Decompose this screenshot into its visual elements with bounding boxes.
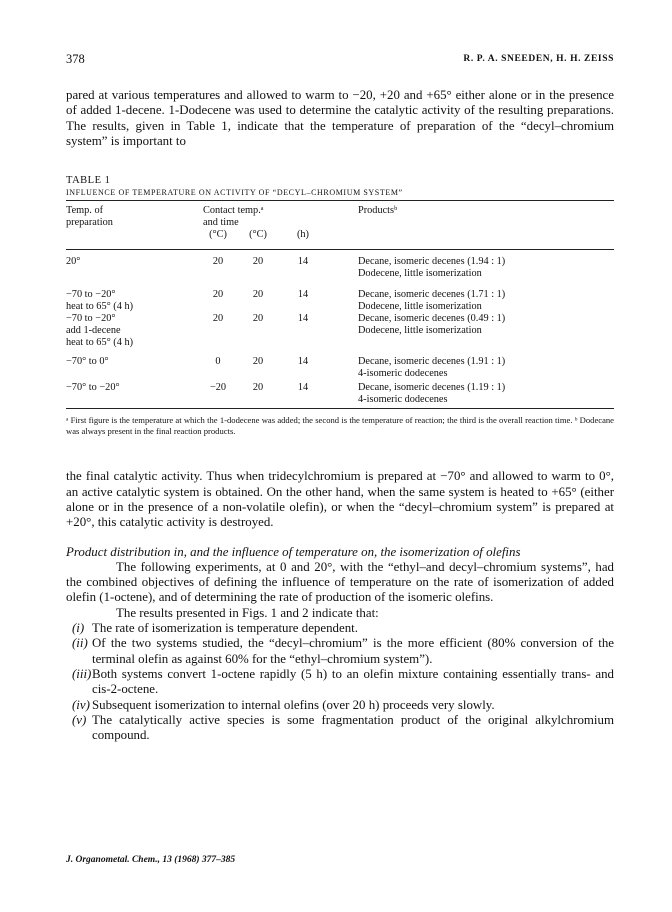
- table-row: [66, 382, 614, 406]
- product-line: 4-isomeric dodecenes: [358, 394, 448, 406]
- list-item-number: (iii): [72, 666, 92, 681]
- paragraph-3: The following experiments, at 0 and 20°, with the “ethyl–and decyl–chromium systems”, had the combined objectives of defining the influence of temperature on the rate of isomerization of added olefin (1-octene), and of determining the rate of production of the isomeric olefins.: [66, 559, 614, 605]
- table-caption: INFLUENCE OF TEMPERATURE ON ACTIVITY OF “DECYL–CHROMIUM SYSTEM”: [66, 188, 403, 198]
- header-unit-1: (°C): [209, 229, 227, 241]
- preparation-line: −70° to −20°: [66, 381, 120, 393]
- table-row: [66, 289, 614, 313]
- cell-preparation: [66, 256, 196, 268]
- cell-products: [358, 256, 614, 280]
- list-item-number: (ii): [72, 636, 88, 651]
- cell-reaction-temp: 20: [252, 256, 264, 268]
- list-item: [66, 667, 614, 698]
- table-bottom-rule: [66, 408, 614, 409]
- product-line: Decane, isomeric decenes (1.19 : 1): [358, 381, 506, 393]
- preparation-line: −70 to −20°: [66, 312, 116, 324]
- paragraph-2: the final catalytic activity. Thus when tridecylchromium is prepared at −70° and allowed to warm to 0°, an active catalytic system is obtained. On the other hand, when the same system is heated to +65° (either alone or in the presence of a non-volatile olefin), or when the “decyl–chromium system” is prepared at +20°, this catalytic activity is destroyed.: [66, 469, 614, 530]
- list-item-text: Of the two systems studied, the “decyl–chromium” is the more efficient (80% conversion of the terminal olefin as against 60% for the “ethyl–chromium system”).: [92, 636, 614, 666]
- findings-list: [66, 621, 614, 743]
- cell-products: [358, 356, 614, 380]
- cell-reaction-temp: 20: [252, 381, 264, 393]
- cell-contact-temp: −20: [209, 381, 227, 393]
- cell-contact-temp: 20: [212, 288, 224, 300]
- cell-preparation: [66, 382, 196, 394]
- list-item-text: Subsequent isomerization to internal olefins (over 20 h) proceeds very slowly.: [92, 697, 495, 712]
- list-item-text: The rate of isomerization is temperature dependent.: [92, 621, 358, 636]
- cell-preparation: [66, 289, 196, 313]
- preparation-line: −70 to −20°: [66, 288, 116, 300]
- list-item-number: (v): [72, 712, 87, 727]
- table-body: [66, 256, 614, 406]
- cell-time: 14: [297, 381, 309, 393]
- header-products: Productsᵇ: [358, 205, 398, 217]
- product-line: Dodecene, little isomerization: [358, 325, 482, 337]
- table-footnote: ᵃ First figure is the temperature at which the 1-dodecene was added; the second is the temperature of reaction; the third is the overall reaction time. ᵇ Dodecane was always present in the final reaction products.: [66, 415, 614, 437]
- table-header-rule: [66, 249, 614, 250]
- cell-reaction-temp: 20: [252, 312, 264, 324]
- table-label: TABLE 1: [66, 175, 111, 187]
- header-contact-line1: Contact temp.ᵃ: [203, 205, 264, 217]
- cell-preparation: [66, 356, 196, 368]
- product-line: Dodecene, little isomerization: [358, 268, 482, 280]
- product-line: Decane, isomeric decenes (1.71 : 1): [358, 288, 506, 300]
- preparation-line: add 1-decene: [66, 325, 121, 337]
- list-item-text: The catalytically active species is some fragmentation product of the original alkylchromium compound.: [92, 712, 614, 743]
- cell-reaction-temp: 20: [252, 288, 264, 300]
- list-item-number: (i): [72, 621, 85, 636]
- data-table: [66, 201, 614, 409]
- cell-contact-temp: 20: [212, 312, 224, 324]
- cell-time: 14: [297, 256, 309, 268]
- cell-contact-temp: 20: [212, 256, 224, 268]
- cell-time: 14: [297, 355, 309, 367]
- cell-products: [358, 313, 614, 337]
- cell-products: [358, 289, 614, 313]
- table-row: [66, 313, 614, 356]
- intro-paragraph: pared at various temperatures and allowed to warm to −20, +20 and +65° either alone or in the presence of added 1-decene. 1-Dodecene was used to determine the catalytic activity of the resulting preparations. The results, given in Table 1, indicate that the temperature of preparation of the “decyl–chromium system” is important to: [66, 88, 614, 148]
- running-head: R. P. A. SNEEDEN, H. H. ZEISS: [463, 54, 614, 64]
- list-item: [66, 713, 614, 744]
- table-header: [66, 201, 614, 249]
- product-line: Dodecene, little isomerization: [358, 300, 482, 312]
- cell-products: [358, 382, 614, 406]
- paragraph-4: The results presented in Figs. 1 and 2 indicate that:: [116, 605, 379, 620]
- cell-preparation: [66, 313, 196, 350]
- header-unit-3: (h): [296, 229, 309, 241]
- journal-citation: J. Organometal. Chem., 13 (1968) 377–385: [66, 855, 236, 865]
- table-row: [66, 256, 614, 288]
- product-line: Decane, isomeric decenes (0.49 : 1): [358, 312, 506, 324]
- list-item-text: Both systems convert 1-octene rapidly (5 h) to an olefin mixture containing essentially trans- and cis-2-octene.: [92, 666, 614, 697]
- page-header: [66, 52, 614, 70]
- preparation-line: 20°: [66, 256, 81, 268]
- product-line: 4-isomeric dodecenes: [358, 367, 448, 379]
- preparation-line: heat to 65° (4 h): [66, 337, 134, 349]
- cell-time: 14: [297, 288, 309, 300]
- header-contact-line2: and time: [203, 217, 239, 229]
- section-title: Product distribution in, and the influence of temperature on, the isomerization of olefins: [66, 544, 521, 559]
- table-row: [66, 356, 614, 382]
- header-unit-2: (°C): [249, 229, 267, 241]
- header-prep-line2: preparation: [66, 217, 113, 229]
- list-item: [66, 621, 614, 636]
- cell-reaction-temp: 20: [252, 355, 264, 367]
- cell-time: 14: [297, 312, 309, 324]
- preparation-line: heat to 65° (4 h): [66, 300, 134, 312]
- list-item: [66, 698, 614, 713]
- page-content: [66, 52, 614, 743]
- cell-contact-temp: 0: [215, 355, 221, 367]
- header-prep-line1: Temp. of: [66, 205, 104, 217]
- list-item-number: (iv): [72, 697, 90, 712]
- product-line: Decane, isomeric decenes (1.94 : 1): [358, 256, 506, 268]
- page-number: 378: [66, 52, 85, 66]
- list-item: [66, 636, 614, 667]
- product-line: Decane, isomeric decenes (1.91 : 1): [358, 355, 506, 367]
- preparation-line: −70° to 0°: [66, 355, 109, 367]
